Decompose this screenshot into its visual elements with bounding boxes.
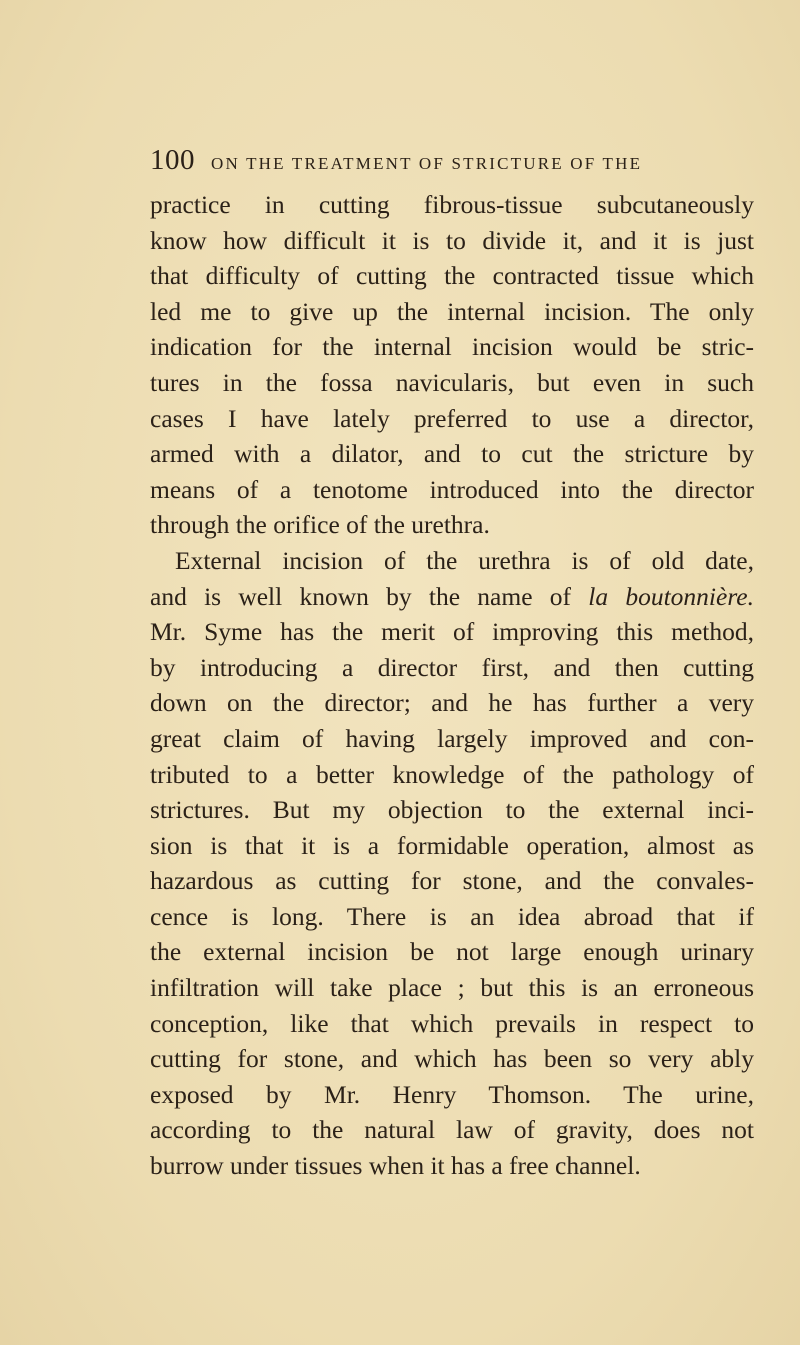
text-line: conception, like that which prevails in respect to — [150, 1008, 754, 1038]
text-line: burrow under tissues when it has a free channel. — [150, 1151, 641, 1181]
text-line: according to the natural law of gravity, does not — [150, 1115, 754, 1145]
text-line: great claim of having largely improved and con- — [150, 723, 754, 753]
text-line: tures in the fossa navicularis, but even in such — [150, 367, 754, 397]
text-line: practice in cutting fibrous-tissue subcutaneously — [150, 190, 754, 219]
text-line: strictures. But my objection to the external inci- — [150, 795, 754, 825]
text-line: cence is long. There is an idea abroad that if — [150, 901, 754, 931]
text-line: exposed by Mr. Henry Thomson. The urine, — [150, 1079, 754, 1109]
text-line: armed with a dilator, and to cut the stricture by — [150, 439, 754, 469]
text-line: hazardous as cutting for stone, and the convales- — [150, 866, 754, 896]
text-line: that difficulty of cutting the contracted tissue which — [150, 261, 754, 291]
text-line: indication for the internal incision would be stric- — [150, 332, 754, 362]
text-line: cases I have lately preferred to use a director, — [150, 403, 754, 433]
text-line: tributed to a better knowledge of the pathology of — [150, 759, 754, 789]
text-line: led me to give up the internal incision. The only — [150, 296, 754, 326]
text-line: Mr. Syme has the merit of improving this method, — [150, 617, 754, 647]
text-line: through the orifice of the urethra. — [150, 510, 490, 540]
text-line: means of a tenotome introduced into the director — [150, 474, 754, 504]
text-line: infiltration will take place ; but this is an erroneous — [150, 973, 754, 1003]
text-line: sion is that it is a formidable operation, almost as — [150, 830, 754, 860]
running-head-title: ON THE TREATMENT OF STRICTURE OF THE — [211, 154, 643, 173]
text-line: cutting for stone, and which has been so very ably — [150, 1044, 754, 1074]
text-line: External incision of the urethra is of old date, — [175, 545, 754, 575]
text-line: down on the director; and he has further a very — [150, 688, 754, 718]
italic-term: la boutonnière. — [588, 581, 754, 611]
text-run: and is well known by the name of — [150, 581, 571, 611]
page-number: 100 — [150, 144, 195, 176]
text-line-with-italic — [150, 579, 754, 615]
body-text — [150, 187, 754, 1184]
text-line: the external incision be not large enough urinary — [150, 937, 754, 967]
text-line: know how difficult it is to divide it, and it is just — [150, 225, 754, 255]
text-line: by introducing a director first, and then cutting — [150, 652, 754, 682]
running-head — [150, 144, 750, 180]
